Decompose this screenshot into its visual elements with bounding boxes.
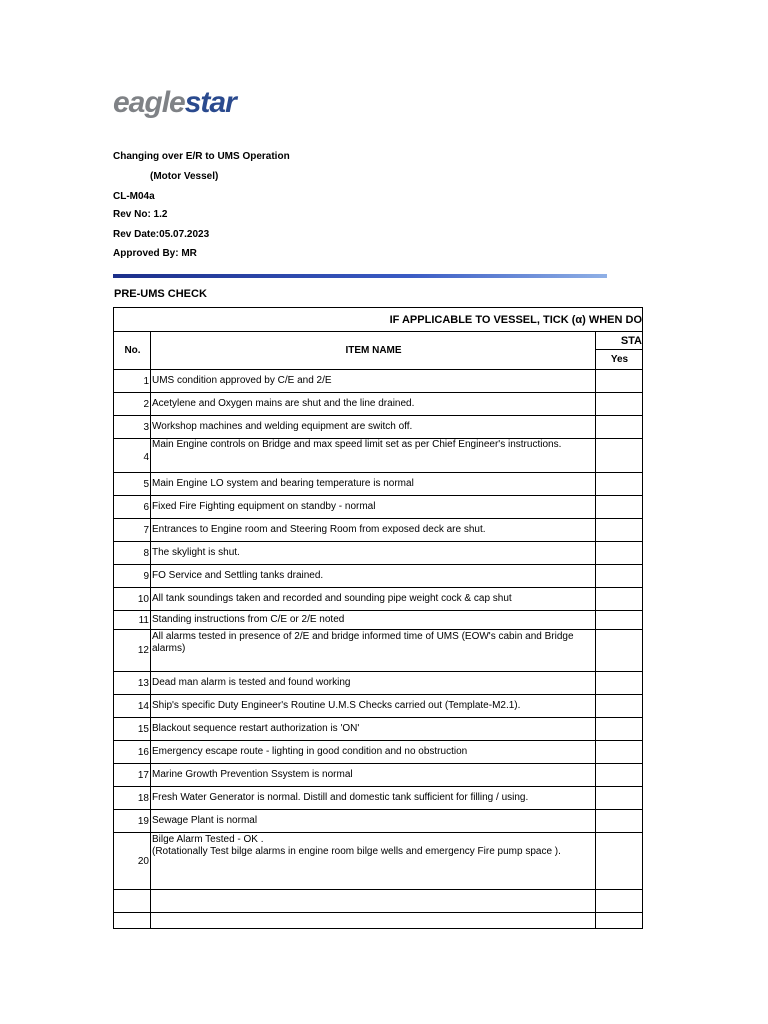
row-tick-cell[interactable] xyxy=(596,496,643,519)
col-item-header: ITEM NAME xyxy=(151,332,596,370)
row-number: 10 xyxy=(114,588,151,611)
table-row xyxy=(114,588,643,611)
row-number: 6 xyxy=(114,496,151,519)
doc-rev-date: Rev Date:05.07.2023 xyxy=(113,229,210,240)
row-number: 9 xyxy=(114,565,151,588)
table-row xyxy=(114,890,643,913)
row-item-line: (Rotationally Test bilge alarms in engine room bilge wells and emergency Fire pump space ). xyxy=(152,846,561,857)
doc-approved-by: Approved By: MR xyxy=(113,248,197,259)
row-item: Ship's specific Duty Engineer's Routine U.M.S Checks carried out (Template-M2.1). xyxy=(151,695,596,718)
row-number: 15 xyxy=(114,718,151,741)
row-number: 13 xyxy=(114,672,151,695)
row-tick-cell[interactable] xyxy=(596,718,643,741)
col-yes-header: Yes xyxy=(596,350,643,370)
table-row xyxy=(114,565,643,588)
row-number: 11 xyxy=(114,611,151,630)
table-row xyxy=(114,672,643,695)
row-item: All alarms tested in presence of 2/E and bridge informed time of UMS (EOW's cabin and Bridge alarms) xyxy=(151,630,596,672)
row-number: 8 xyxy=(114,542,151,565)
row-item: Fresh Water Generator is normal. Distill and domestic tank sufficient for filling / using. xyxy=(151,787,596,810)
row-item xyxy=(151,913,596,929)
header-divider xyxy=(113,274,607,278)
table-header-row xyxy=(114,332,643,350)
doc-code: CL-M04a xyxy=(113,191,155,202)
table-row xyxy=(114,542,643,565)
row-item: Blackout sequence restart authorization is 'ON' xyxy=(151,718,596,741)
table-row xyxy=(114,393,643,416)
eaglestar-logo: eaglestar xyxy=(113,86,236,119)
row-number: 12 xyxy=(114,630,151,672)
row-item: Dead man alarm is tested and found working xyxy=(151,672,596,695)
doc-subtitle: (Motor Vessel) xyxy=(150,171,219,182)
row-item: UMS condition approved by C/E and 2/E xyxy=(151,370,596,393)
doc-title: Changing over E/R to UMS Operation xyxy=(113,151,290,162)
row-item: Marine Growth Prevention Ssystem is normal xyxy=(151,764,596,787)
row-number: 20 xyxy=(114,833,151,890)
row-tick-cell[interactable] xyxy=(596,439,643,473)
table-row xyxy=(114,695,643,718)
row-number: 18 xyxy=(114,787,151,810)
table-row xyxy=(114,496,643,519)
table-row xyxy=(114,519,643,542)
section-title: PRE-UMS CHECK xyxy=(114,288,207,300)
table-row xyxy=(114,416,643,439)
row-item: Entrances to Engine room and Steering Room from exposed deck are shut. xyxy=(151,519,596,542)
row-tick-cell[interactable] xyxy=(596,810,643,833)
row-tick-cell[interactable] xyxy=(596,672,643,695)
table-row xyxy=(114,718,643,741)
row-number: 1 xyxy=(114,370,151,393)
table-row xyxy=(114,810,643,833)
row-number xyxy=(114,913,151,929)
table-row xyxy=(114,913,643,929)
row-tick-cell[interactable] xyxy=(596,787,643,810)
row-tick-cell[interactable] xyxy=(596,611,643,630)
row-item: The skylight is shut. xyxy=(151,542,596,565)
row-tick-cell[interactable] xyxy=(596,913,643,929)
row-item xyxy=(151,890,596,913)
row-number: 19 xyxy=(114,810,151,833)
row-item: FO Service and Settling tanks drained. xyxy=(151,565,596,588)
row-item: Workshop machines and welding equipment are switch off. xyxy=(151,416,596,439)
col-no-header: No. xyxy=(114,332,151,370)
row-item-line: Bilge Alarm Tested - OK . xyxy=(152,834,264,845)
col-status-header: STA xyxy=(620,334,642,347)
row-tick-cell[interactable] xyxy=(596,588,643,611)
table-row xyxy=(114,370,643,393)
row-item: Sewage Plant is normal xyxy=(151,810,596,833)
row-item: Acetylene and Oxygen mains are shut and the line drained. xyxy=(151,393,596,416)
row-tick-cell[interactable] xyxy=(596,519,643,542)
table-row xyxy=(114,630,643,672)
row-number xyxy=(114,890,151,913)
table-row xyxy=(114,764,643,787)
row-tick-cell[interactable] xyxy=(596,695,643,718)
row-tick-cell[interactable] xyxy=(596,764,643,787)
row-number: 5 xyxy=(114,473,151,496)
row-tick-cell[interactable] xyxy=(596,473,643,496)
row-tick-cell[interactable] xyxy=(596,565,643,588)
table-row xyxy=(114,833,643,890)
row-item xyxy=(151,833,596,890)
row-item: Standing instructions from C/E or 2/E noted xyxy=(151,611,596,630)
row-item: All tank soundings taken and recorded and sounding pipe weight cock & cap shut xyxy=(151,588,596,611)
table-row xyxy=(114,611,643,630)
row-tick-cell[interactable] xyxy=(596,833,643,890)
row-item: Fixed Fire Fighting equipment on standby - normal xyxy=(151,496,596,519)
row-tick-cell[interactable] xyxy=(596,890,643,913)
table-banner: IF APPLICABLE TO VESSEL, TICK (α) WHEN DO xyxy=(389,313,642,326)
doc-rev-no: Rev No: 1.2 xyxy=(113,209,168,220)
row-item: Main Engine LO system and bearing temperature is normal xyxy=(151,473,596,496)
table-row xyxy=(114,787,643,810)
table-banner-row xyxy=(114,308,643,332)
row-tick-cell[interactable] xyxy=(596,741,643,764)
row-tick-cell[interactable] xyxy=(596,370,643,393)
table-row xyxy=(114,439,643,473)
row-number: 4 xyxy=(114,439,151,473)
row-number: 16 xyxy=(114,741,151,764)
row-tick-cell[interactable] xyxy=(596,630,643,672)
row-number: 3 xyxy=(114,416,151,439)
row-tick-cell[interactable] xyxy=(596,542,643,565)
table-row xyxy=(114,741,643,764)
row-number: 7 xyxy=(114,519,151,542)
checklist-table xyxy=(113,307,643,929)
table-row xyxy=(114,473,643,496)
row-number: 2 xyxy=(114,393,151,416)
row-item: Emergency escape route - lighting in good condition and no obstruction xyxy=(151,741,596,764)
row-tick-cell[interactable] xyxy=(596,416,643,439)
row-number: 14 xyxy=(114,695,151,718)
row-number: 17 xyxy=(114,764,151,787)
row-item: Main Engine controls on Bridge and max speed limit set as per Chief Engineer's instructions. xyxy=(151,439,596,473)
row-tick-cell[interactable] xyxy=(596,393,643,416)
